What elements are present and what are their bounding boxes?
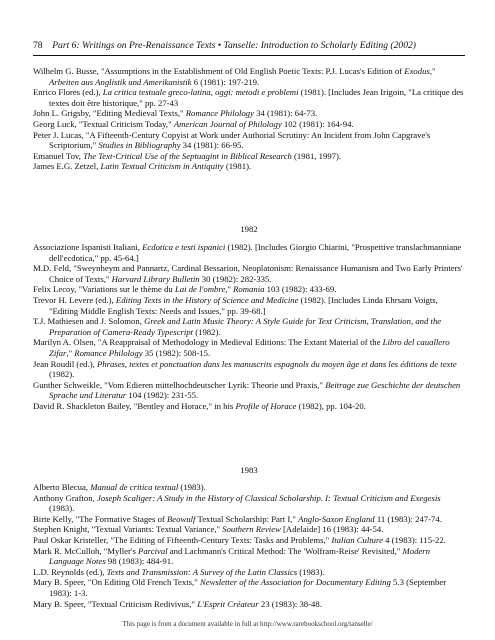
entry-text: John L. Grigsby, "Editing Medieval Texts,"	[33, 108, 186, 119]
bibliography-entry	[33, 524, 465, 535]
entry-text: Mary B. Speer, "On Editing Old French Texts,"	[33, 577, 200, 588]
bibliography-entry	[33, 535, 465, 546]
entry-text: (1982).	[49, 369, 75, 380]
entry-title-italic: Texts and Transmission: A Survey of the Latin Classics	[106, 566, 298, 577]
entry-text: Birte Kelly, "The Formative Stages of	[33, 513, 167, 524]
entry-text: Gunther Schweikle, "Vom Edieren mittelhochdeutscher Lyrik: Theorie und Praxis,"	[33, 379, 326, 390]
entry-title-italic: Anglo-Saxon England	[298, 513, 375, 524]
entry-title-italic: Harvard Library Bulletin	[111, 273, 200, 284]
entry-title-italic: Beowulf	[167, 513, 196, 524]
entry-title-italic: Manual de critica textual	[90, 482, 179, 492]
entry-title-italic: Modern Language Notes	[49, 545, 431, 567]
entry-text: Alberto Blecua,	[33, 482, 91, 492]
entry-text: 11 (1983): 247-74.	[374, 513, 442, 524]
bibliography-entry	[33, 87, 465, 108]
entry-title-italic: Phrases, textes et ponctuation dans les manuscrits espagnols du moyen âge et dans les éditions de texte	[96, 358, 457, 369]
entry-title-italic: Latin Textual Criticism in Antiquity	[100, 161, 224, 172]
bibliography-entry	[33, 567, 465, 578]
entry-text: (1982). [Includes Giorgio Chiarini, "Prospettive translachmanniane dell'ecdotica," pp. 45-64.]	[49, 242, 462, 263]
entry-text: (1982).	[193, 326, 221, 337]
entry-text: Georg Luck, "Textual Criticism Today,"	[33, 118, 174, 129]
entry-text: Stephen Knight, "Textual Variants: Textual Variance,"	[33, 524, 223, 535]
bibliography-entry	[33, 316, 465, 337]
entry-title-italic: Romance Philology	[185, 108, 254, 119]
entry-text: 34 (1981): 64-73.	[254, 108, 318, 119]
entry-text: 6 (1981): 197-219.	[191, 76, 260, 87]
entry-text: (1981).	[223, 161, 252, 172]
entry-text: Paul Oskar Kristeller, "The Editing of Fifteenth-Century Texts: Tasks and Problems,"	[33, 534, 332, 545]
running-header	[33, 40, 465, 52]
bibliography-entry	[33, 599, 465, 610]
entry-text: [Adelaide] 16 (1983): 44-54.	[280, 524, 384, 535]
entry-text: 5.3 (September 1983): 1-3.	[49, 577, 447, 598]
entry-text: 23 (1983): 38-48.	[258, 598, 322, 609]
entry-title-italic: Ecdotica e testi ispanici	[142, 242, 226, 252]
entry-title-italic: Lai de l'ombre	[174, 284, 226, 295]
entry-text: (1981). [Includes Jean Irigoin, "La critique des textes doit être historique," pp. 27-43	[49, 87, 464, 108]
entry-title-italic: Editing Texts in the History of Science and Medicine	[115, 294, 299, 305]
entry-title-italic: Studies in Bibliography	[98, 140, 181, 151]
entry-text: (1983).	[49, 503, 75, 514]
bibliography-entry	[33, 161, 465, 172]
entry-text: ,"	[225, 284, 234, 295]
bibliography-entry	[33, 284, 465, 295]
entry-text: Wilhelm G. Busse, "Assumptions in the Establishment of Old English Poetic Texts: P.J. Lucas's Edition of	[33, 66, 405, 76]
bibliography-entry	[33, 493, 465, 514]
year-heading-1983: 1983	[240, 465, 258, 475]
entry-text: (1983).	[178, 482, 206, 492]
entry-title-italic: Italian Culture	[331, 534, 383, 545]
entry-title-italic: Greek and Latin Music Theory: A Style Guide for Text Criticism, Translation, and the Preparation of Camera-Ready Typescript	[49, 316, 442, 337]
bibliography-entry	[33, 263, 465, 284]
entry-text: Textual Scholarship: Part I,"	[195, 513, 299, 524]
page-number: 78	[33, 40, 43, 51]
bibliography-entry	[33, 295, 465, 316]
entry-title-italic: Newsletter of the Association for Documentary Editing	[199, 577, 391, 588]
bibliography-entry	[33, 577, 465, 598]
entry-text: ,"	[66, 347, 75, 358]
entry-text: 102 (1981): 164-94.	[281, 118, 354, 129]
entry-text: and Lachmann's Critical Method: The 'Wolfram-Reise' Revisited,"	[167, 545, 403, 556]
entry-text: Anthony Grafton,	[33, 492, 97, 503]
bibliography-entry	[33, 337, 465, 358]
entry-text: (1982), pp. 104-20.	[296, 400, 366, 411]
entry-text: Trevor H. Levere (ed.),	[33, 294, 116, 305]
bibliography-entry	[33, 130, 465, 151]
bibliography-entry	[33, 108, 465, 119]
entry-title-italic: Arbeiten aus Anglistik und Amerikanistik	[49, 76, 192, 87]
entry-text: 104 (1982): 231-55.	[126, 390, 199, 401]
entry-title-italic: American Journal of Philology	[173, 118, 282, 129]
bibliography-entry	[33, 482, 465, 493]
entry-text: David R. Shackleton Bailey, "Bentley and Horace," in his	[33, 400, 236, 411]
entry-title-italic: Romania	[233, 284, 265, 295]
entry-text: L.D. Reynolds (ed.),	[33, 566, 107, 577]
entry-text: 98 (1983): 484-91.	[105, 556, 174, 567]
entry-text: 35 (1982): 508-15.	[142, 347, 211, 358]
entry-title-italic: Exodus	[404, 66, 430, 76]
bibliography-entry	[33, 359, 465, 380]
bibliography-section-1981	[33, 66, 465, 172]
entry-text: (1982). [Includes Linda Ehrsam Voigts, "Editing Middle English Texts: Needs and Issues," pp. 39-68.]	[49, 294, 438, 316]
entry-text: Peter J. Lucas, "A Fifteenth-Century Copyist at Work under Authorial Scrutiny: An Incident from John Capgrave's Scriptorium,"	[33, 129, 431, 151]
entry-text: (1983).	[297, 566, 325, 577]
entry-title-italic: Profile of Horace	[235, 400, 297, 411]
bibliography-entry	[33, 514, 465, 525]
bibliography-entry	[33, 66, 465, 87]
entry-text: 34 (1981): 66-95.	[180, 140, 244, 151]
entry-text: 103 (1982): 433-69.	[264, 284, 337, 295]
entry-text: James E.G. Zetzel,	[33, 161, 101, 172]
year-heading-1982: 1982	[240, 224, 258, 234]
entry-text: Jean Roudil (ed.),	[33, 358, 97, 369]
entry-text: M.D. Feld, "Sweynheym and Pannartz, Cardinal Bessarion, Neoplatonism: Renaissance Humanism and Two Early Printers' Choice of Texts,"	[33, 263, 463, 284]
entry-title-italic: Southern Review	[222, 524, 281, 535]
entry-text: Emanuel Tov,	[33, 150, 84, 161]
entry-text: Felix Lecoy, "Variations sur le thème du	[33, 284, 175, 295]
entry-title-italic: Parcival	[138, 545, 168, 556]
page-footer: This page is from a document available in full at http://www.rarebookschool.org/tanselle/	[122, 620, 373, 628]
bibliography-entry	[33, 380, 465, 401]
bibliography-entry	[33, 151, 465, 162]
entry-text: Enrico Flores (ed.),	[33, 87, 103, 98]
entry-text: Mark R. McCulloh, "Myller's	[33, 545, 139, 556]
bibliography-entry	[33, 546, 465, 567]
entry-text: 4 (1983): 115-22.	[382, 534, 446, 545]
entry-title-italic: La critica testuale greco-latina, oggi: metodi e problemi	[102, 87, 299, 98]
bibliography-entry	[33, 401, 465, 412]
entry-text: Marilyn A. Olsen, "A Reappraisal of Methodology in Medieval Editions: The Extant Material of the	[33, 337, 383, 348]
header-rule	[33, 55, 465, 56]
entry-text: Mary B. Speer, "Textual Criticism Redivivus,"	[33, 598, 198, 609]
entry-title-italic: The Text-Critical Use of the Septuagint in Biblical Research	[83, 150, 292, 161]
entry-text: ,"	[429, 66, 436, 76]
entry-title-italic: Beitrage zue Geschichte der deutschen Sprache und Literatur	[49, 379, 461, 401]
running-header-text: Part 6: Writings on Pre-Renaissance Texts • Tanselle: Introduction to Scholarly Editing (2002)	[52, 40, 416, 51]
entry-title-italic: L'Esprit Créateur	[197, 598, 259, 609]
entry-title-italic: Joseph Scaliger: A Study in the History of Classical Scholarship. I: Textual Criticism and Exegesis	[96, 492, 441, 503]
entry-text: (1981, 1997).	[291, 150, 342, 161]
bibliography-section-1982	[33, 242, 465, 412]
entry-title-italic: Romance Philology	[74, 347, 143, 358]
entry-text: 30 (1982): 282-335.	[199, 273, 272, 284]
bibliography-entry	[33, 119, 465, 130]
entry-text: T.J. Mathiesen and J. Solomon,	[33, 316, 145, 327]
entry-title-italic: Libro del cauallero Zifar	[49, 337, 450, 358]
entry-text: Associazione Ispanisti Italiani,	[33, 242, 143, 252]
bibliography-entry	[33, 242, 465, 263]
bibliography-section-1983	[33, 482, 465, 609]
